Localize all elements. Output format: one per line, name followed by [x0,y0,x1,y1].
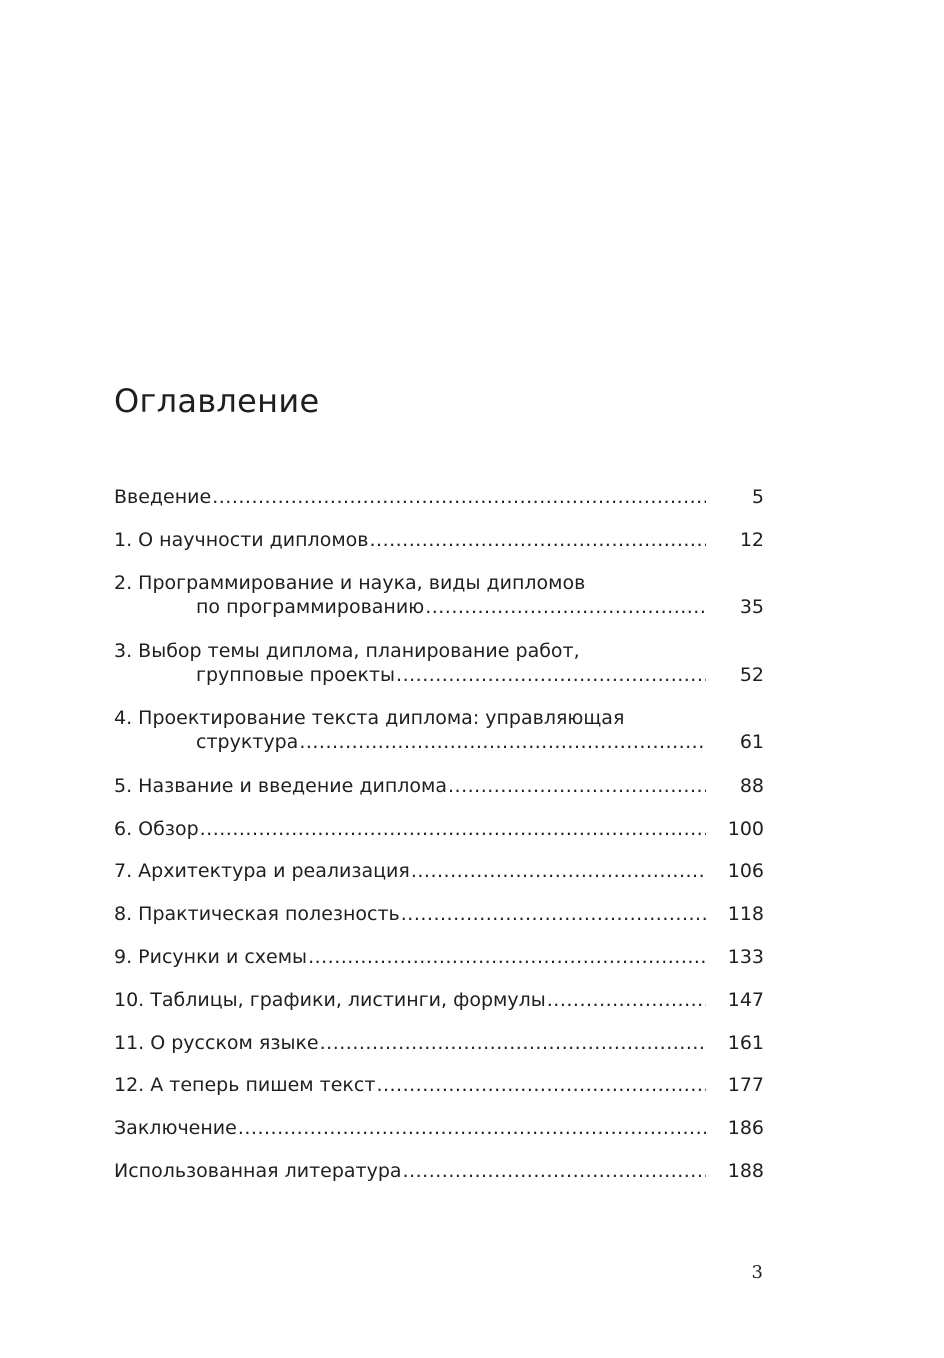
page-title: Оглавление [114,382,320,420]
toc-entry-title: 11. О русском языке [114,1031,319,1054]
toc-entry-page: 177 [727,1074,764,1097]
toc-entry-title: 5. Название и введение диплома [114,774,447,797]
toc-entry-page: 100 [727,817,764,840]
toc-entry-page: 88 [739,774,764,797]
toc-entry-title: Использованная литература [114,1159,402,1182]
toc-entry-chapter-11[interactable] [114,1031,764,1055]
toc-entry-title: 4. Проектирование текста диплома: управляющая [114,707,625,730]
table-of-contents [114,485,764,1183]
toc-entry-introduction[interactable] [114,485,764,509]
toc-entry-title: 7. Архитектура и реализация [114,860,410,883]
toc-entry-chapter-6[interactable] [114,817,764,841]
toc-entry-page: 188 [727,1159,764,1182]
toc-entry-title-continued: структура [196,731,299,754]
dot-leader [320,1031,706,1055]
dot-leader [403,1159,706,1183]
toc-entry-page: 12 [739,528,764,551]
toc-entry-page: 35 [739,596,764,619]
toc-entry-page: 161 [727,1031,764,1054]
dot-leader [376,1073,706,1097]
toc-entry-title: Заключение [114,1117,237,1140]
toc-entry-title: 6. Обзор [114,817,199,840]
dot-leader [212,485,706,509]
dot-leader [299,730,706,754]
toc-entry-chapter-5[interactable] [114,774,764,798]
toc-entry-page: 5 [751,486,764,508]
toc-entry-title: 9. Рисунки и схемы [114,945,308,968]
toc-entry-references[interactable] [114,1159,764,1183]
dot-leader [401,902,706,926]
toc-entry-title: Введение [114,486,212,508]
dot-leader [411,859,706,883]
toc-entry-chapter-4[interactable] [114,706,764,754]
toc-entry-title-continued: групповые проекты [196,663,396,686]
dot-leader [200,817,706,841]
dot-leader [369,528,706,552]
toc-entry-conclusion[interactable] [114,1116,764,1140]
toc-entry-title: 10. Таблицы, графики, листинги, формулы [114,988,546,1011]
toc-entry-title: 3. Выбор темы диплома, планирование работ, [114,639,580,662]
toc-entry-chapter-2[interactable] [114,571,764,619]
toc-entry-page: 186 [727,1117,764,1140]
dot-leader [425,595,706,619]
page-number: 3 [751,1262,763,1283]
toc-entry-page: 147 [727,988,764,1011]
toc-entry-chapter-3[interactable] [114,639,764,687]
dot-leader [448,774,706,798]
toc-entry-page: 118 [727,903,764,926]
dot-leader [547,988,706,1012]
toc-entry-chapter-1[interactable] [114,528,764,552]
dot-leader [396,663,706,687]
toc-entry-chapter-7[interactable] [114,859,764,883]
toc-entry-title: 12. А теперь пишем текст [114,1074,376,1097]
toc-entry-title-continued: по программированию [196,596,425,619]
toc-entry-title: 2. Программирование и наука, виды дипломов [114,572,586,595]
toc-entry-page: 52 [739,663,764,686]
toc-entry-title: 1. О научности дипломов [114,528,369,551]
toc-entry-chapter-12[interactable] [114,1073,764,1097]
toc-entry-chapter-8[interactable] [114,902,764,926]
toc-entry-page: 106 [727,860,764,883]
dot-leader [238,1116,706,1140]
toc-entry-chapter-9[interactable] [114,945,764,969]
toc-entry-page: 61 [739,731,764,754]
toc-entry-chapter-10[interactable] [114,988,764,1012]
dot-leader [308,945,706,969]
toc-entry-title: 8. Практическая полезность [114,903,400,926]
toc-entry-page: 133 [727,945,764,968]
